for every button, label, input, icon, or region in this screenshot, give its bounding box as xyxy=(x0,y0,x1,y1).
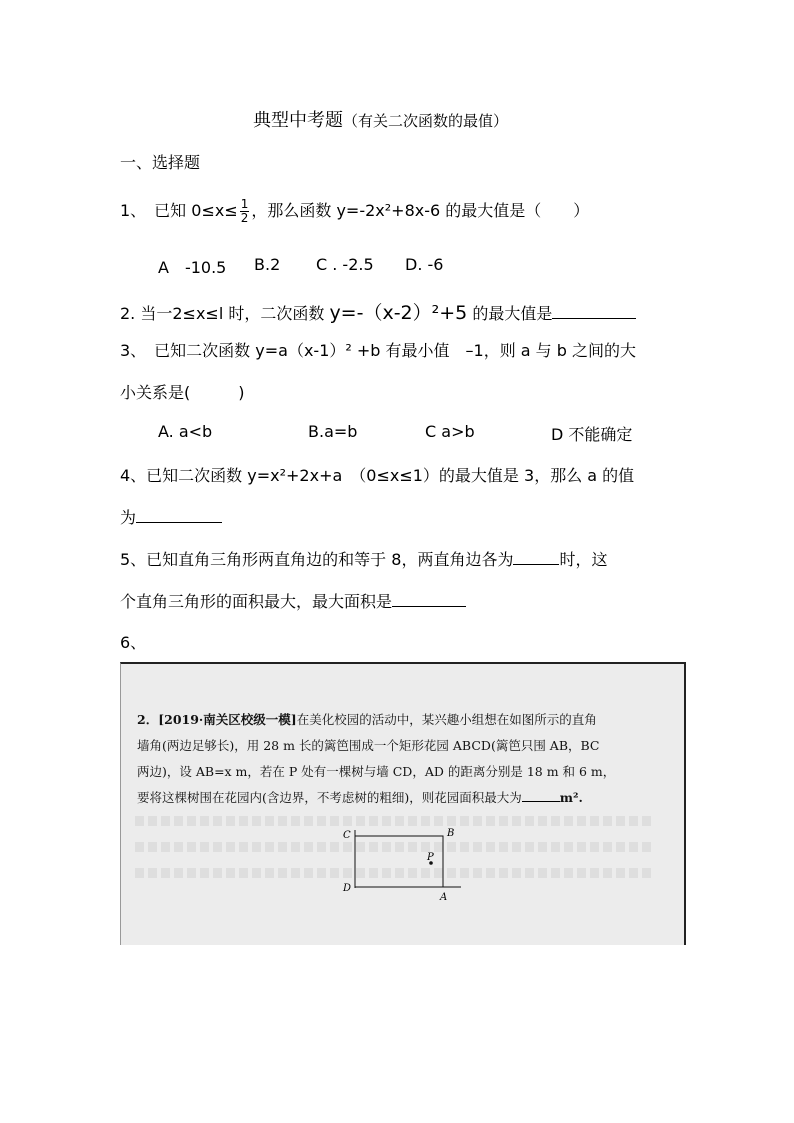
q1-option-d: D. -6 xyxy=(405,255,444,274)
label-b: B xyxy=(447,828,455,839)
question-1 xyxy=(120,198,589,225)
scan-answer-blank[interactable] xyxy=(522,801,560,802)
q3-option-a: A. a<b xyxy=(158,422,213,441)
q4-answer-blank[interactable] xyxy=(136,522,222,523)
q5-line-2 xyxy=(120,589,466,612)
label-p: P xyxy=(427,852,434,863)
show-through-text-1 xyxy=(135,816,655,826)
fraction-half xyxy=(240,198,250,225)
q1-option-a: A -10.5 xyxy=(158,258,227,277)
q4-line-2 xyxy=(120,505,222,528)
q2-answer-blank[interactable] xyxy=(552,318,636,319)
q2-expression: y=-（x-2）²+5 xyxy=(329,302,468,324)
scan-line-4 xyxy=(137,788,583,806)
q5-line-1b: 时，这 xyxy=(559,550,608,569)
scan-line-1 xyxy=(137,710,597,728)
question-2 xyxy=(120,298,636,325)
scan-line-1-text: 在美化校园的活动中，某兴趣小组想在如图所示的直角 xyxy=(296,712,597,727)
q2-prefix: 2. 当一2≤x≤l 时，二次函数 xyxy=(120,304,330,323)
scan-line-4a: 要将这棵树围在花园内(含边界，不考虑树的粗细)，则花园面积最大为 xyxy=(137,790,522,805)
q1-option-b: B.2 xyxy=(254,255,281,274)
page-title xyxy=(253,106,508,132)
scan-problem-number: 2． xyxy=(137,712,159,727)
frac-denominator: 2 xyxy=(240,211,249,225)
title-subtitle: （有关二次函数的最值） xyxy=(343,112,509,130)
label-a: A xyxy=(440,892,448,903)
label-c: C xyxy=(343,830,351,841)
q5-blank-1[interactable] xyxy=(513,564,559,565)
scan-line-2: 墙角(两边足够长)，用 28 m 长的篱笆围成一个矩形花园 ABCD(篱笆只围 AB，BC xyxy=(137,738,600,753)
scanned-problem-image xyxy=(120,662,686,945)
title-main: 典型中考题 xyxy=(253,110,343,131)
frac-numerator: 1 xyxy=(240,197,249,211)
q3-option-d: D 不能确定 xyxy=(551,425,633,444)
q5-blank-2[interactable] xyxy=(392,606,466,607)
garden-diagram xyxy=(333,828,493,908)
q3-option-c: C a>b xyxy=(425,422,475,441)
q1-prefix: 1、 已知 0≤x≤ xyxy=(120,201,238,220)
q5-line-2-text: 个直角三角形的面积最大，最大面积是 xyxy=(120,592,393,611)
q4-line-2-text: 为 xyxy=(120,508,137,527)
q3-option-b: B.a=b xyxy=(308,422,358,441)
label-d: D xyxy=(343,883,352,894)
q1-suffix: ，那么函数 y=-2x²+8x-6 的最大值是（ ） xyxy=(251,201,590,220)
q5-line-1 xyxy=(120,547,607,570)
scan-line-3: 两边)，设 AB=x m，若在 P 处有一棵树与墙 CD，AD 的距离分别是 18 m 和 6 m， xyxy=(137,764,616,779)
q5-line-1a: 5、已知直角三角形两直角边的和等于 8，两直角边各为 xyxy=(120,550,514,569)
q2-suffix: 的最大值是 xyxy=(467,304,553,323)
q3-line-2: 小关系是( ) xyxy=(120,383,245,402)
q3-line-1: 3、 已知二次函数 y=a（x-1）² +b 有最小值 –1，则 a 与 b 之间的大 xyxy=(120,341,637,360)
scan-unit: m². xyxy=(559,790,583,805)
q4-line-1: 4、已知二次函数 y=x²+2x+a （0≤x≤1）的最大值是 3，那么 a 的值 xyxy=(120,466,635,485)
scan-source: [2019·南关区校级一模] xyxy=(158,712,297,727)
q1-option-c: C . -2.5 xyxy=(316,255,374,274)
section-heading: 一、选择题 xyxy=(120,153,201,172)
question-6-label: 6、 xyxy=(120,633,147,652)
